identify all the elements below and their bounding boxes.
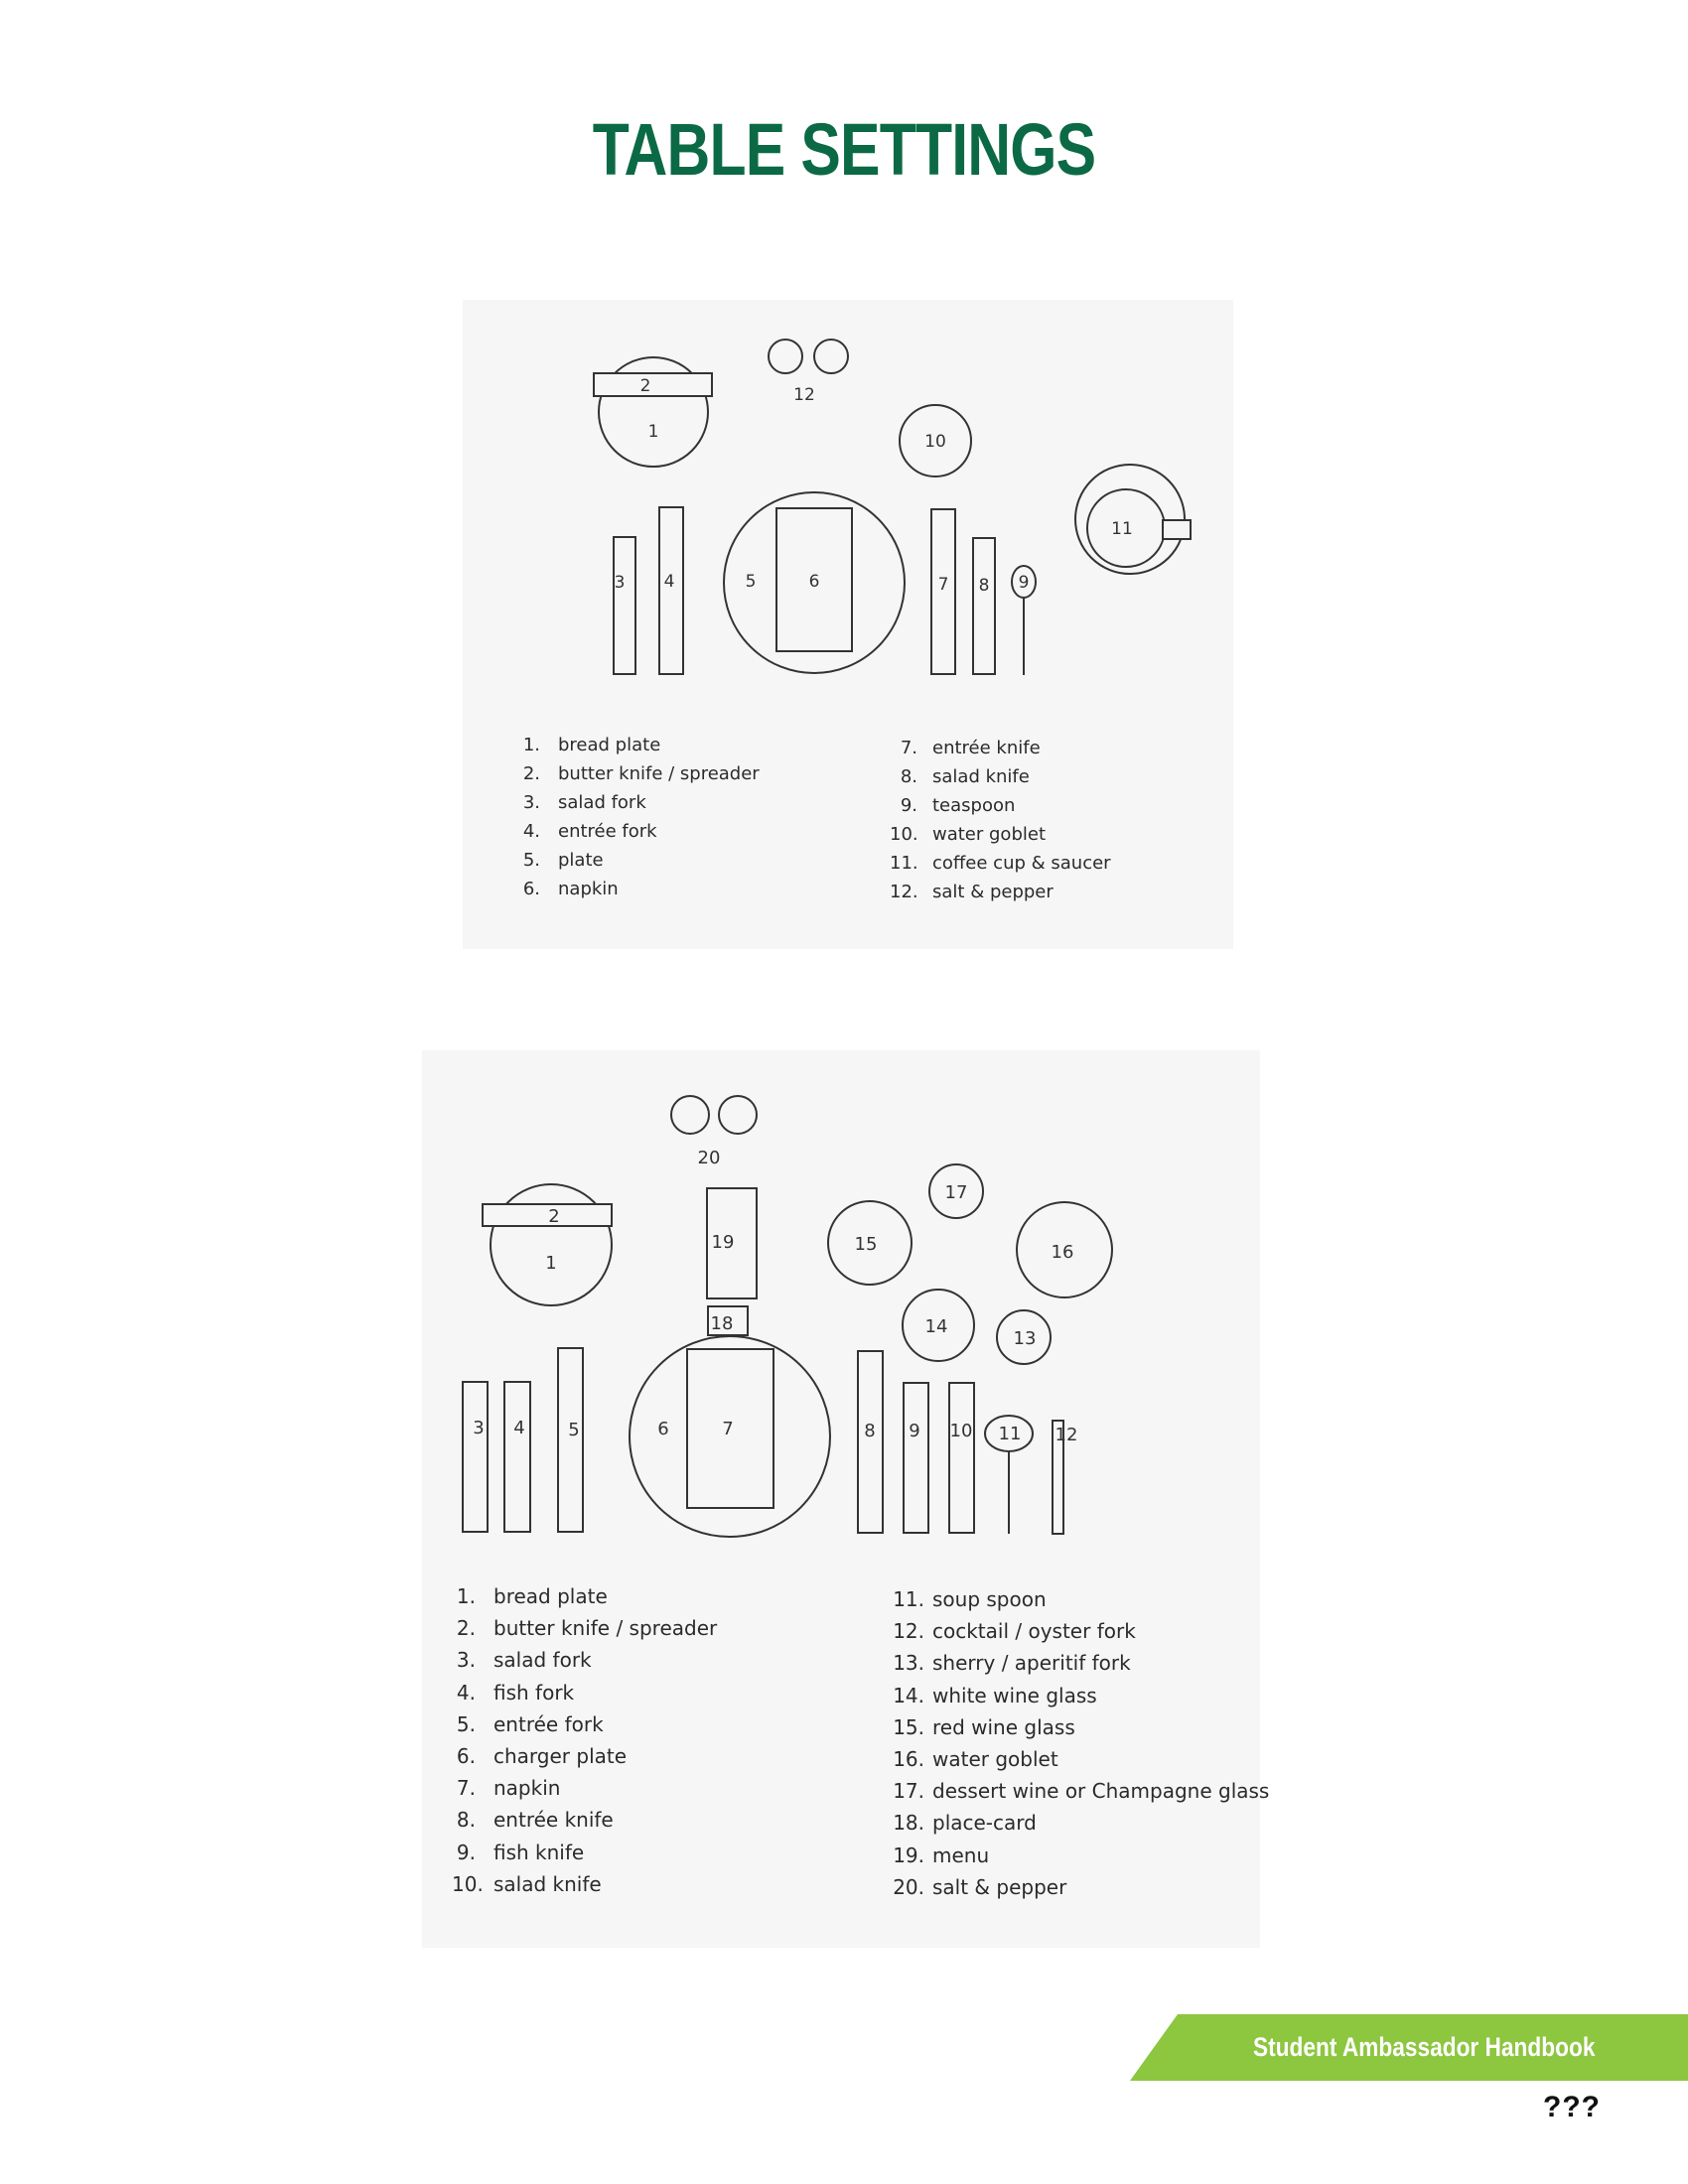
legend-item (890, 791, 1111, 820)
legend-item (890, 734, 1111, 762)
legend-item (891, 1807, 1269, 1839)
shape-label: 20 (697, 1148, 721, 1168)
legend-label: menu (932, 1843, 990, 1867)
legend-label: napkin (493, 1776, 561, 1801)
legend-number: 10. (452, 1871, 484, 1896)
legend-number: 5. (456, 1711, 476, 1736)
shape-label: 7 (937, 575, 949, 595)
legend-label: salad knife (932, 766, 1030, 787)
legend-item (891, 1583, 1269, 1615)
legend-number: 2. (522, 763, 540, 784)
shape-label: 9 (909, 1421, 920, 1441)
legend-label: water goblet (932, 824, 1047, 845)
salt-shaker-shape (671, 1096, 709, 1134)
shape-label: 5 (745, 572, 757, 592)
legend-item (891, 1743, 1269, 1775)
coffee-cup-handle-shape (1163, 520, 1191, 539)
legend-label: dessert wine or Champagne glass (932, 1779, 1270, 1804)
legend-number: 12. (893, 1619, 924, 1644)
legend-left-column (512, 731, 760, 903)
diagram2-number-labels (473, 1148, 1077, 1445)
legend-item (512, 846, 760, 875)
legend-item (891, 1711, 1269, 1743)
legend-item (891, 1680, 1269, 1711)
legend-item (452, 1644, 717, 1676)
legend-label: teaspoon (932, 795, 1016, 816)
legend-label: red wine glass (932, 1714, 1075, 1739)
shape-label: 12 (1055, 1425, 1078, 1445)
legend-number: 11. (893, 1587, 924, 1611)
legend-number: 8. (900, 766, 917, 787)
legend-number: 11. (890, 853, 918, 874)
legend-label: salad knife (493, 1871, 602, 1896)
diagram1-number-labels (615, 376, 1133, 596)
legend-left-column (452, 1580, 717, 1900)
legend-number: 9. (900, 795, 917, 816)
shape-label: 1 (647, 422, 659, 442)
legend-number: 7. (456, 1776, 476, 1801)
legend-label: butter knife / spreader (493, 1616, 718, 1641)
legend-label: bread plate (493, 1584, 608, 1608)
legend-label: salad fork (493, 1648, 592, 1673)
shape-label: 13 (1013, 1328, 1037, 1349)
legend-number: 4. (522, 821, 540, 842)
legend-number: 14. (893, 1683, 924, 1707)
legend-number: 9. (456, 1840, 476, 1864)
shape-label: 9 (1018, 573, 1030, 593)
shape-label: 8 (978, 576, 990, 596)
legend-item (452, 1804, 717, 1836)
legend-label: sherry / aperitif fork (932, 1651, 1131, 1676)
legend-item (452, 1677, 717, 1708)
fish-knife-shape (904, 1383, 928, 1533)
shape-label: 2 (548, 1206, 560, 1227)
legend-item (452, 1580, 717, 1612)
shape-label: 11 (1111, 519, 1133, 539)
legend-number: 8. (456, 1808, 476, 1833)
butter-knife-shape (483, 1204, 612, 1226)
shape-label: 10 (949, 1421, 973, 1441)
legend-label: soup spoon (932, 1587, 1047, 1611)
legend-number: 3. (522, 792, 540, 813)
legend-number: 7. (900, 738, 917, 758)
bread-plate-shape (491, 1184, 612, 1305)
legend-item (512, 875, 760, 903)
legend-item (890, 762, 1111, 791)
legend-item (452, 1708, 717, 1740)
shape-label: 15 (854, 1234, 878, 1255)
legend-number: 5. (522, 850, 540, 871)
legend-label: butter knife / spreader (558, 763, 760, 784)
legend-number: 6. (522, 879, 540, 899)
page-number: ??? (1543, 2091, 1601, 2123)
legend-label: entrée fork (493, 1711, 604, 1736)
legend-label: salad fork (558, 792, 646, 813)
legend-label: entrée knife (493, 1808, 614, 1833)
shape-label: 8 (864, 1421, 876, 1441)
shape-label: 4 (663, 572, 675, 592)
basic-table-setting-illustration (463, 300, 1233, 727)
shape-label: 16 (1051, 1242, 1074, 1263)
legend-label: entrée fork (558, 821, 657, 842)
legend-label: fish fork (493, 1680, 575, 1705)
legend-label: cocktail / oyster fork (932, 1619, 1136, 1644)
legend-number: 12. (890, 882, 918, 902)
legend-number: 18. (893, 1811, 924, 1836)
legend-label: fish knife (493, 1840, 585, 1864)
butter-knife-shape (594, 373, 712, 396)
salad-knife-shape (949, 1383, 974, 1533)
legend-label: plate (558, 850, 604, 871)
salad-knife-shape (973, 538, 995, 674)
legend-item (512, 731, 760, 759)
legend-label: charger plate (493, 1743, 628, 1768)
legend-label: entrée knife (932, 738, 1041, 758)
shape-label: 4 (513, 1418, 525, 1438)
legend-item (890, 849, 1111, 878)
legend-label: salt & pepper (932, 882, 1054, 902)
entree-knife-shape (858, 1351, 883, 1533)
legend-label: bread plate (558, 735, 661, 755)
legend-number: 1. (456, 1584, 476, 1608)
formal-table-setting-diagram (422, 1050, 1270, 1948)
legend-item (452, 1772, 717, 1804)
shape-label: 5 (568, 1420, 580, 1440)
shape-label: 12 (793, 385, 815, 405)
legend-number: 13. (893, 1651, 924, 1676)
legend-item (890, 878, 1111, 906)
legend-item (891, 1615, 1269, 1647)
shape-label: 6 (808, 572, 820, 592)
salad-fork-shape (614, 537, 635, 674)
legend-label: salt & pepper (932, 1874, 1067, 1899)
legend-item (512, 759, 760, 788)
fish-fork-shape (504, 1382, 530, 1532)
legend-item (891, 1775, 1269, 1807)
legend-label: napkin (558, 879, 619, 899)
legend-item (512, 788, 760, 817)
legend-item (891, 1647, 1269, 1679)
legend-label: place-card (932, 1811, 1037, 1836)
legend-number: 20. (893, 1874, 924, 1899)
shape-label: 18 (710, 1313, 734, 1334)
legend-label: white wine glass (932, 1683, 1097, 1707)
legend-label: coffee cup & saucer (932, 853, 1111, 874)
shape-label: 10 (924, 432, 946, 452)
pepper-shaker-shape (719, 1096, 757, 1134)
legend-number: 6. (456, 1743, 476, 1768)
legend-right-column (891, 1583, 1269, 1903)
legend-right-column (890, 734, 1111, 906)
legend-number: 10. (890, 824, 918, 845)
legend-label: water goblet (932, 1746, 1058, 1771)
legend-item (512, 817, 760, 846)
shape-label: 2 (639, 376, 651, 396)
legend-item (452, 1868, 717, 1900)
shape-label: 7 (722, 1419, 734, 1439)
formal-table-setting-illustration (422, 1050, 1260, 1567)
legend-number: 17. (893, 1779, 924, 1804)
legend-item (891, 1871, 1269, 1903)
legend-item (891, 1840, 1269, 1871)
legend-number: 2. (456, 1616, 476, 1641)
legend-number: 16. (893, 1746, 924, 1771)
legend-item (890, 820, 1111, 849)
shape-label: 11 (998, 1424, 1022, 1444)
legend-item (452, 1740, 717, 1772)
shape-label: 19 (711, 1232, 735, 1253)
legend-number: 1. (522, 735, 540, 755)
shape-label: 6 (657, 1419, 669, 1439)
legend-number: 15. (893, 1714, 924, 1739)
shape-label: 17 (944, 1182, 968, 1203)
shape-label: 14 (924, 1316, 948, 1337)
legend-number: 4. (456, 1680, 476, 1705)
shape-label: 1 (545, 1253, 557, 1274)
legend-number: 3. (456, 1648, 476, 1673)
legend-item (452, 1837, 717, 1868)
page-title: TABLE SETTINGS (592, 108, 1096, 191)
pepper-shaker-shape (814, 340, 848, 373)
handbook-title: Student Ambassador Handbook (1253, 2032, 1596, 2062)
salt-shaker-shape (769, 340, 802, 373)
shape-label: 3 (473, 1418, 485, 1438)
basic-table-setting-diagram (463, 300, 1233, 949)
legend-number: 19. (893, 1843, 924, 1867)
salad-fork-shape (463, 1382, 488, 1532)
legend-item (452, 1612, 717, 1644)
shape-label: 3 (614, 573, 626, 593)
